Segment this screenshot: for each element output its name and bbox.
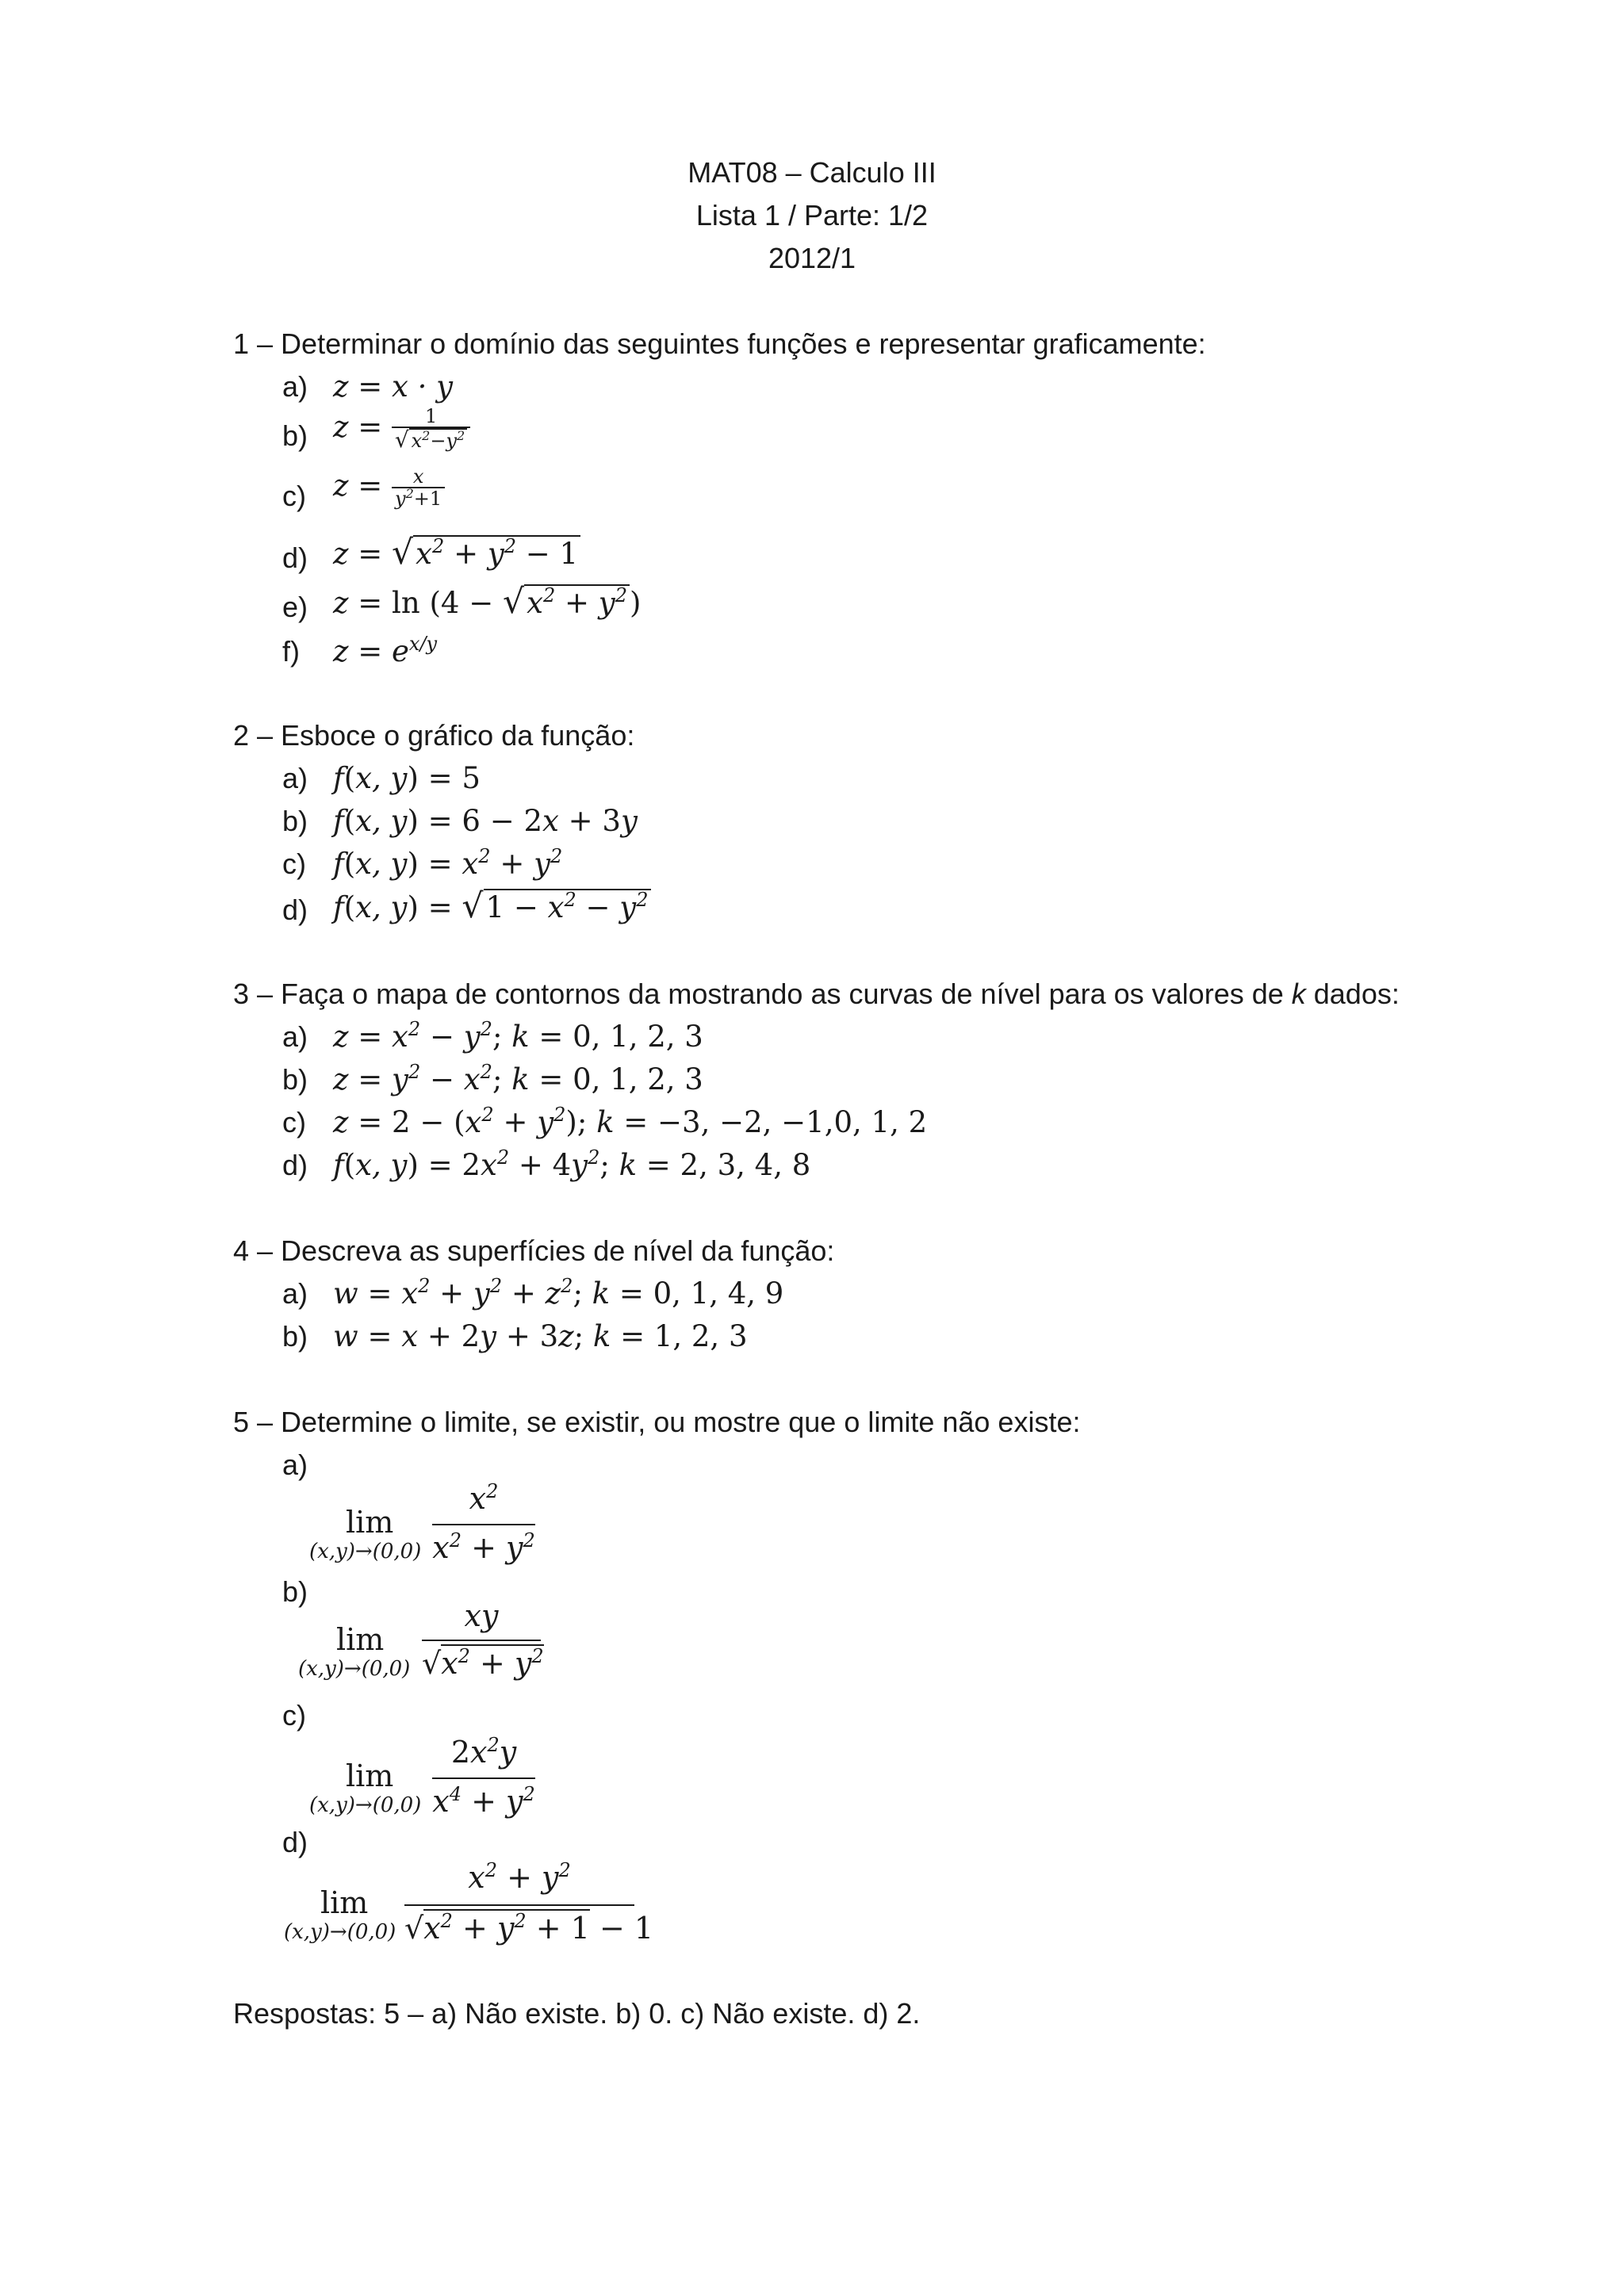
q2-b-expr: f(x, y) = 6 − 2x + 3y — [333, 804, 638, 838]
fraction-bar — [432, 1524, 535, 1525]
q4-b-expr: w = x + 2y + 3z; k = 1, 2, 3 — [333, 1319, 748, 1353]
q2-a-label: a) — [282, 762, 308, 794]
q1-d-label: d) — [282, 541, 308, 574]
q3-b-label: b) — [282, 1063, 308, 1096]
q2-c-expr: f(x, $y) = x^2 + y^2$ — [333, 845, 563, 881]
q2-c-label: c) — [282, 848, 306, 880]
q1-f-label: f) — [282, 635, 300, 668]
fraction-bar — [422, 1640, 541, 1641]
q3-c-expr: $z = 2 - (x^2 + y^2)$; k = −3, −2, −1,0, 1, 2 — [333, 1104, 928, 1139]
q3-b-expr: $z = y^2 - x^2$; k = 0, 1, 2, 3 — [333, 1061, 703, 1096]
q3-c-label: c) — [282, 1106, 306, 1138]
q4-a-label: a) — [282, 1277, 308, 1310]
q1-b-expr: z = $\frac{1}{√ x^2-y^2}$ — [333, 406, 470, 453]
q3-prompt-end: dados: — [1305, 978, 1400, 1010]
q5-d-denominator: $√x^2 + y^2 + 1 - 1$ — [404, 1910, 654, 1946]
q5-a-denominator: $x^2 + y^2$ — [432, 1529, 535, 1565]
lim-subscript: (x,y)→(0,0) — [309, 1793, 422, 1817]
q3-prompt — [233, 977, 1400, 1012]
q1-a-label: a) — [282, 370, 308, 403]
q5-b-numerator: xy — [464, 1598, 499, 1633]
q1-d-expr: $z = √x^2 + y^2 - 1$ — [333, 536, 580, 572]
q2-a-expr: f(x, y) = 5 — [333, 761, 481, 795]
q4-b-label: b) — [282, 1320, 308, 1353]
term-title: 2012/1 — [768, 242, 856, 274]
q2-prompt: 2 – Esboce o gráfico da função: — [233, 719, 635, 752]
course-title: MAT08 – Calculo III — [688, 156, 936, 189]
answers-line: Respostas: 5 – a) Não existe. b) 0. c) Não existe. d) 2. — [233, 1997, 921, 2030]
lim-subscript: (x,y)→(0,0) — [284, 1920, 396, 1944]
q1-c-expr: z = $\frac{x}{y^2+1}$ — [333, 466, 445, 510]
lim-subscript: (x,y)→(0,0) — [309, 1540, 422, 1563]
q3-a-expr: $z = x^2 - y^2$; k = 0, 1, 2, 3 — [333, 1018, 703, 1054]
q2-d-expr: f(x, $y) = √1 - x^2 - y^2$ — [333, 890, 651, 925]
q5-d-label: d) — [282, 1826, 308, 1858]
q1-e-expr: $z = \ln (4 - √x^2 + y^2)$ — [333, 583, 642, 622]
q5-c-denominator: $x^4 + y^2$ — [432, 1783, 535, 1819]
q3-a-label: a) — [282, 1020, 308, 1053]
q5-a-label: a) — [282, 1448, 308, 1481]
q1-f-expr: $z = e^{x/y}$ — [333, 633, 438, 668]
lim-subscript: (x,y)→(0,0) — [298, 1657, 411, 1681]
q4-prompt: 4 – Descreva as superfícies de nível da função: — [233, 1234, 835, 1267]
q5-b-label: b) — [282, 1575, 308, 1608]
q5-a-numerator: $x^2$ — [469, 1480, 499, 1516]
lim-word: lim — [346, 1758, 394, 1793]
q1-e-label: e) — [282, 591, 308, 623]
lim-word: lim — [346, 1505, 394, 1540]
fraction-bar — [404, 1904, 634, 1906]
q1-b-label: b) — [282, 419, 308, 452]
q3-prompt-var: k — [1291, 978, 1306, 1010]
q5-b-denominator: $√x^2 + y^2$ — [422, 1645, 544, 1681]
q1-a-expr: z = x · y — [333, 369, 454, 404]
q5-c-numerator: $2x^2y$ — [450, 1734, 517, 1770]
q1-c-label: c) — [282, 480, 306, 512]
q2-d-label: d) — [282, 894, 308, 926]
q1-prompt: 1 – Determinar o domínio das seguintes funções e representar graficamente: — [233, 327, 1206, 360]
lim-word: lim — [336, 1622, 385, 1657]
q4-a-expr: $w = x^2 + y^2 + z^2$; k = 0, 1, 4, 9 — [333, 1275, 784, 1311]
q5-prompt: 5 – Determine o limite, se existir, ou mostre que o limite não existe: — [233, 1406, 1081, 1438]
q5-d-numerator: $x^2 + y^2$ — [468, 1859, 571, 1895]
list-title: Lista 1 / Parte: 1/2 — [695, 199, 929, 232]
q3-prompt-start: 3 – Faça o mapa de contornos da mostrando as curvas de nível para os valores de — [233, 978, 1292, 1010]
q2-b-label: b) — [282, 805, 308, 837]
q5-c-label: c) — [282, 1699, 306, 1732]
q3-d-label: d) — [282, 1149, 308, 1181]
fraction-bar — [432, 1777, 535, 1779]
lim-word: lim — [320, 1885, 369, 1920]
q3-d-expr: f(x, $y) = 2x^2 + 4y^2$; k = 2, 3, 4, 8 — [333, 1146, 811, 1182]
